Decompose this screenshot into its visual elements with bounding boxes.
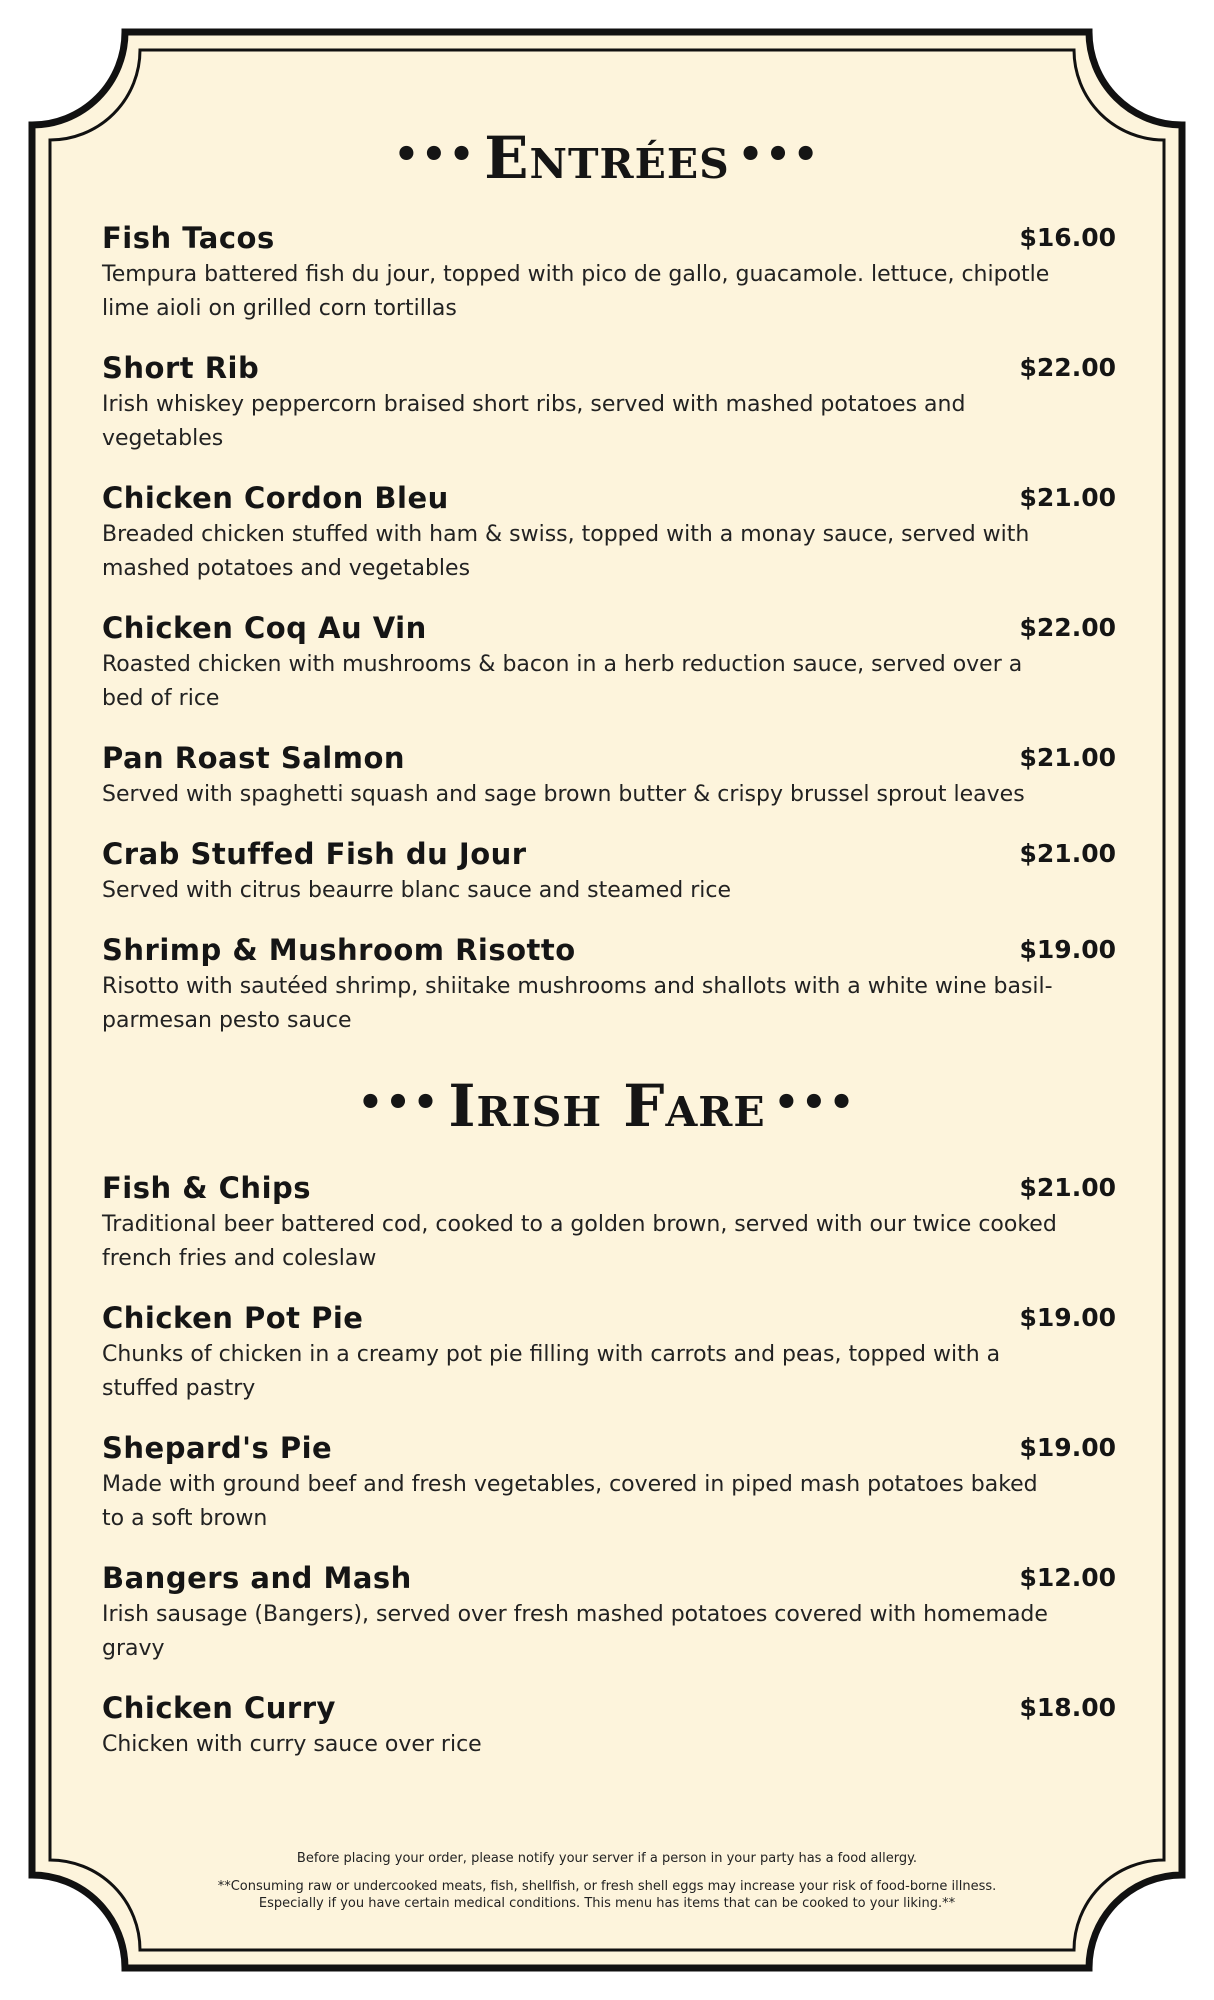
item-name: Fish Tacos	[102, 221, 275, 255]
item-description: Served with spaghetti squash and sage brown butter & crispy brussel sprout leaves	[102, 782, 1025, 807]
item-price: $19.00	[1019, 1433, 1116, 1462]
menu-item	[102, 610, 1116, 716]
consumption-warning-line-1: **Consuming raw or undercooked meats, fish, shellfish, or fresh shell eggs may increase your risk of food-borne illness.	[217, 1879, 997, 1894]
item-price: $21.00	[1019, 483, 1116, 512]
menu-item	[102, 1300, 1116, 1406]
section-title-label: Irish Fare	[448, 1072, 766, 1140]
menu-item	[102, 1170, 1116, 1276]
item-name: Crab Stuffed Fish du Jour	[102, 837, 527, 871]
item-description: Made with ground beef and fresh vegetables, covered in piped mash potatoes baked to a soft brown	[102, 1472, 1038, 1531]
item-name: Shrimp & Mushroom Risotto	[102, 933, 576, 967]
item-name: Shepard's Pie	[102, 1431, 333, 1465]
consumption-warning	[150, 1878, 1064, 1912]
menu-item	[102, 932, 1116, 1038]
item-name: Chicken Cordon Bleu	[102, 481, 449, 515]
item-price: $21.00	[1019, 1173, 1116, 1202]
item-price: $19.00	[1019, 1303, 1116, 1332]
allergy-notice: Before placing your order, please notify your server if a person in your party has a food allergy.	[296, 1851, 918, 1866]
menu-item	[102, 220, 1116, 326]
menu-item	[102, 1560, 1116, 1666]
item-description: Roasted chicken with mushrooms & bacon in a herb reduction sauce, served over a bed of rice	[102, 652, 1023, 711]
menu-item	[102, 480, 1116, 586]
section-title-irish-fare	[0, 1072, 1214, 1140]
item-name: Chicken Pot Pie	[102, 1301, 364, 1335]
item-name: Fish & Chips	[102, 1171, 312, 1205]
consumption-warning-line-2: Especially if you have certain medical conditions. This menu has items that can be cooked to your liking.**	[258, 1896, 956, 1911]
item-price: $16.00	[1019, 223, 1116, 252]
title-dots-left: •••	[357, 1079, 441, 1126]
item-description: Risotto with sautéed shrimp, shiitake mushrooms and shallots with a white wine basil-parmesan pesto sauce	[102, 974, 1053, 1033]
menu-item	[102, 1690, 1116, 1762]
menu-footer	[150, 1850, 1064, 1912]
title-dots-left: •••	[393, 131, 477, 178]
title-dots-right: •••	[773, 1079, 857, 1126]
item-description: Traditional beer battered cod, cooked to a golden brown, served with our twice cooked french fries and coleslaw	[102, 1212, 1057, 1271]
item-price: $19.00	[1019, 935, 1116, 964]
item-price: $18.00	[1019, 1693, 1116, 1722]
item-price: $21.00	[1019, 743, 1116, 772]
item-description: Breaded chicken stuffed with ham & swiss, topped with a monay sauce, served with mashed potatoes and vegetables	[102, 522, 1030, 581]
title-dots-right: •••	[737, 131, 821, 178]
item-description: Served with citrus beaurre blanc sauce and steamed rice	[102, 878, 731, 903]
item-description: Irish sausage (Bangers), served over fresh mashed potatoes covered with homemade gravy	[102, 1602, 1048, 1661]
item-name: Chicken Coq Au Vin	[102, 611, 427, 645]
item-price: $12.00	[1019, 1563, 1116, 1592]
item-description: Chicken with curry sauce over rice	[102, 1732, 482, 1757]
menu-item	[102, 350, 1116, 456]
item-price: $22.00	[1019, 353, 1116, 382]
item-description: Chunks of chicken in a creamy pot pie filling with carrots and peas, topped with a stuffed pastry	[102, 1342, 1001, 1401]
item-name: Bangers and Mash	[102, 1561, 412, 1595]
item-name: Short Rib	[102, 351, 260, 385]
item-price: $21.00	[1019, 839, 1116, 868]
menu-item	[102, 1430, 1116, 1536]
item-name: Chicken Curry	[102, 1691, 336, 1725]
menu-item	[102, 740, 1116, 812]
item-price: $22.00	[1019, 613, 1116, 642]
menu-item	[102, 836, 1116, 908]
section-title-label: Entrées	[484, 124, 730, 192]
item-name: Pan Roast Salmon	[102, 741, 406, 775]
section-title-entrees	[0, 124, 1214, 192]
item-description: Tempura battered fish du jour, topped with pico de gallo, guacamole. lettuce, chipotle lime aioli on grilled corn tortillas	[102, 262, 1050, 321]
item-description: Irish whiskey peppercorn braised short ribs, served with mashed potatoes and vegetables	[102, 392, 966, 451]
